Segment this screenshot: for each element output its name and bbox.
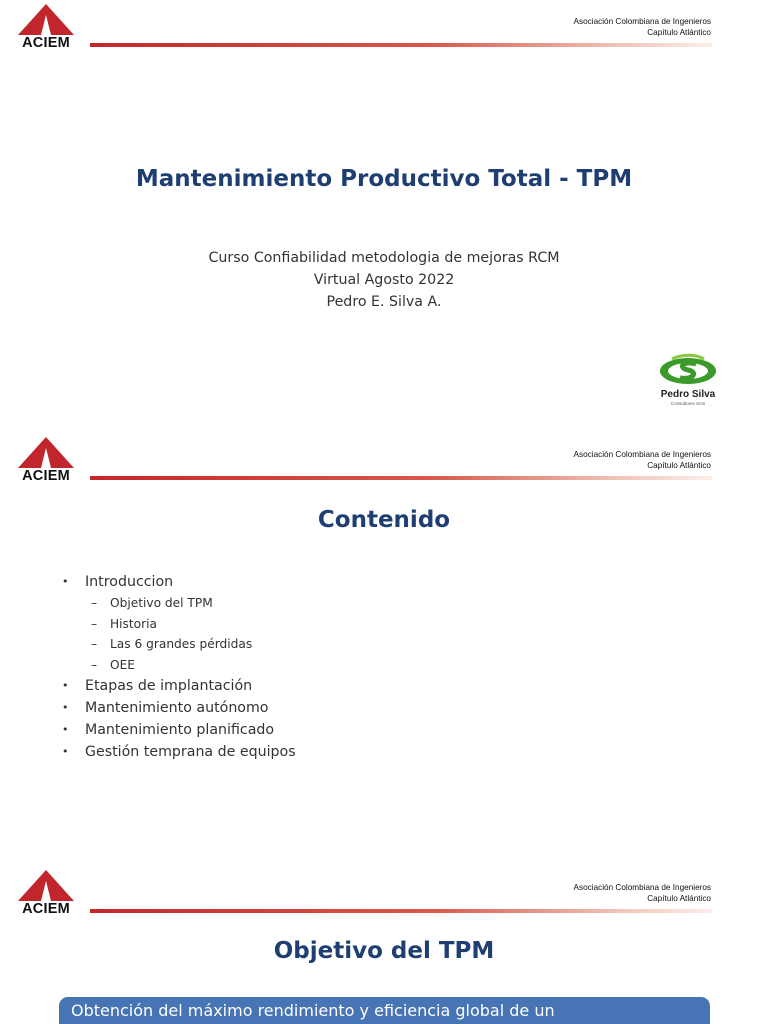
list-item: • Etapas de implantación <box>62 675 296 697</box>
aciem-logo <box>14 4 78 50</box>
list-item: • Gestión temprana de equipos <box>62 741 296 763</box>
slide-objective <box>0 866 768 1024</box>
contents-title: Contenido <box>317 507 451 533</box>
aciem-triangle-icon <box>18 4 74 36</box>
list-subitem: – OEE <box>62 655 296 676</box>
aciem-logo <box>14 437 78 483</box>
association-line: Asociación Colombiana de Ingenieros <box>573 883 711 892</box>
presentation-subtitle <box>0 247 768 313</box>
pedro-silva-logo <box>648 352 728 408</box>
slide-contents <box>0 433 768 866</box>
list-item: • Mantenimiento autónomo <box>62 697 296 719</box>
aciem-triangle-icon <box>18 870 74 902</box>
pedro-silva-name: Pedro Silva <box>660 389 716 400</box>
list-item: • Mantenimiento planificado <box>62 719 296 741</box>
association-chapter: Capítulo Atlántico <box>647 460 711 470</box>
contents-list <box>62 571 296 763</box>
objective-title: Objetivo del TPM <box>273 938 495 964</box>
presentation-title: Mantenimiento Productivo Total - TPM <box>135 166 633 192</box>
pedro-silva-emblem-icon <box>652 352 724 388</box>
association-name <box>574 17 711 38</box>
author-name: Pedro E. Silva A. <box>326 294 442 310</box>
association-line: Asociación Colombiana de Ingenieros <box>573 450 711 459</box>
aciem-logo-text: ACIEM <box>22 35 70 51</box>
objective-text: Obtención del máximo rendimiento y eficiencia global de un <box>71 1001 555 1020</box>
header-divider <box>90 909 712 913</box>
objective-box <box>59 997 710 1024</box>
list-item: • Introduccion <box>62 571 296 593</box>
course-date: Virtual Agosto 2022 <box>313 272 455 288</box>
aciem-logo-text: ACIEM <box>22 901 70 917</box>
aciem-triangle-icon <box>18 437 74 469</box>
association-line: Asociación Colombiana de Ingenieros <box>573 17 711 26</box>
header-divider <box>90 43 712 47</box>
list-subitem: – Objetivo del TPM <box>62 593 296 614</box>
list-subitem: – Las 6 grandes pérdidas <box>62 634 296 655</box>
pedro-silva-tagline: Consultores SAS <box>670 401 706 406</box>
association-name <box>574 450 711 471</box>
aciem-logo <box>14 870 78 916</box>
slide-title <box>0 0 768 433</box>
header-divider <box>90 476 712 480</box>
list-subitem: – Historia <box>62 614 296 635</box>
course-name: Curso Confiabilidad metodologia de mejoras RCM <box>208 250 560 266</box>
association-chapter: Capítulo Atlántico <box>647 27 711 37</box>
aciem-logo-text: ACIEM <box>22 468 70 484</box>
association-name <box>574 883 711 904</box>
association-chapter: Capítulo Atlántico <box>647 893 711 903</box>
